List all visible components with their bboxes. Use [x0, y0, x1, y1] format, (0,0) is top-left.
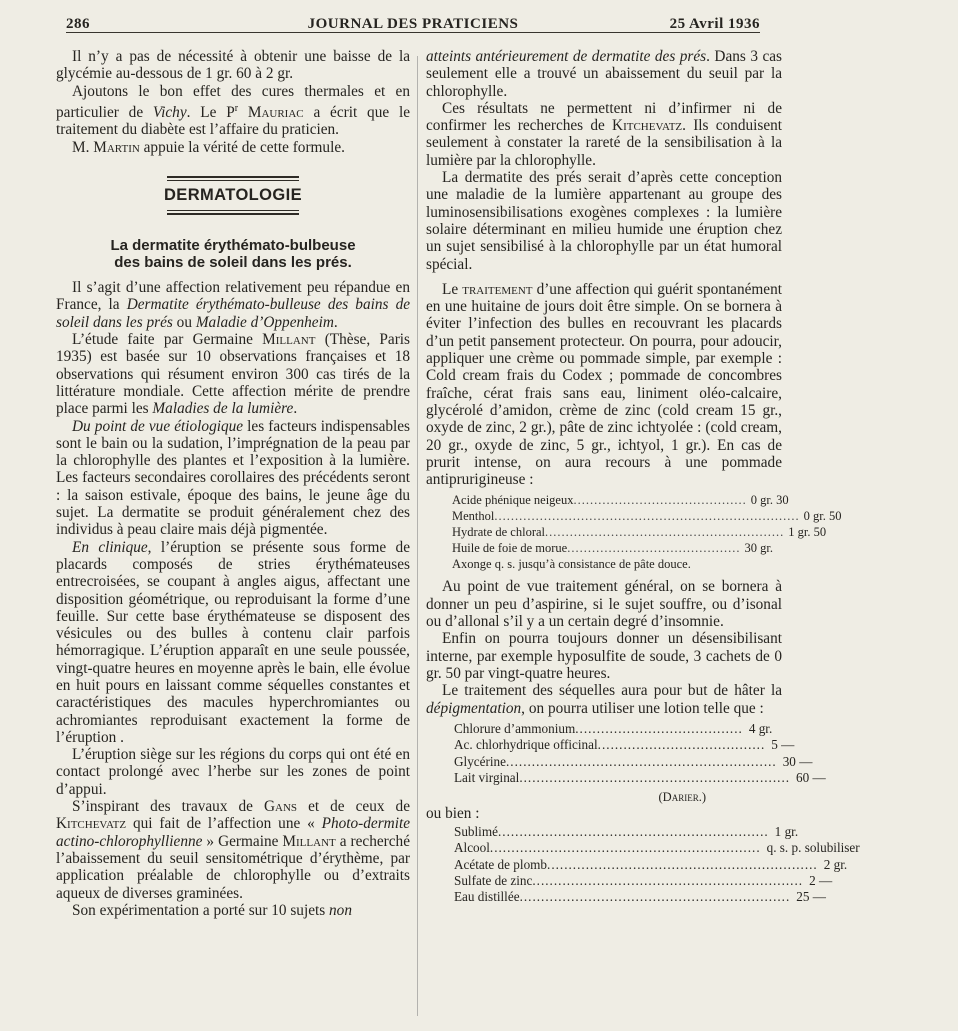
- prescription-row: Glycérine ............................................................... 30 —: [454, 753, 813, 769]
- divider: [167, 176, 299, 178]
- right-column: [426, 48, 860, 906]
- paragraph: ou bien :: [426, 804, 480, 822]
- paragraph: Le traitement d’une affection qui guérit spontanément en une huitaine de jours doit être simple. On se bornera à éviter l’infection des bulles en recouvrant les placards d’un petit pansement protecteur. On pourra, pour adoucir, appliquer une crème ou pommade simple, par exemple : Cold cream frais du Codex ; pommade de concombres fraîche, cérat frais sans eau, liniment oléo-calcaire, glycérolé d’amidon, crème de zinc (cold cream 15 gr., oxyde de zinc, 2 gr.), pâte de zinc ichtyolée : (cold cream, 20 gr., oxyde de zinc, 5 gr., ichtyol, 1 gr.). En cas de prurit intense, on aura recours à une pommade antiprurigineuse :: [426, 280, 782, 489]
- paragraph: En clinique, l’éruption se présente sous forme de placards composés de stries érythémateuses entrecroisées, se coupant à angles aigus, affectant une disposition géométrique, ou reproduisant la forme d’une feuille. Sur cette base érythémateuse se disposent des vésicules ou des bulles à contenu clair parfois hémorragique. L’éruption apparaît en une seule poussée, vingt-quatre heures en moyenne après le bain, elle évolue en huit pours en laissant comme séquelles constantes et caractéristiques des macules hyperchromiantes ou achromiantes reproduisant exactement la forme de l’éruption .: [56, 538, 410, 746]
- prescription-alternative: [454, 824, 860, 905]
- prescription-row: Axonge q. s. jusqu’à consistance de pâte douce.: [452, 557, 691, 572]
- paragraph: L’étude faite par Germaine Millant (Thèse, Paris 1935) est basée sur 10 observations françaises et 18 observations qui résument environ 300 cas tirés de la littérature mondiale. Cette affection mérite de prendre place parmi les Maladies de la lumière.: [56, 331, 410, 418]
- prescription-lotion: [454, 720, 826, 787]
- paragraph: M. Martin appuie la vérité de cette formule.: [72, 138, 345, 156]
- prescription-row: Chlorure d’ammonium ....................................... 4 gr.: [454, 720, 773, 736]
- paragraph: Son expérimentation a porté sur 10 sujets non: [72, 901, 352, 919]
- paragraph: La dermatite des prés serait d’après cette conception une maladie de la lumière appartenant au groupe des luminosensibilisations exogènes complexes : la lumière solaire déterminant en milieu humide une éruption chez un sujet sensibilisé à la chlorophylle par un état humoral spécial.: [426, 169, 782, 273]
- prescription-row: Acétate de plomb ............................................................... 2 gr.: [454, 856, 848, 872]
- article-title-line: des bains de soleil dans les prés.: [114, 254, 352, 272]
- paragraph: Le traitement des séquelles aura pour but de hâter la dépigmentation, on pourra utiliser une lotion telle que :: [426, 682, 782, 717]
- prescription-row: Hydrate de chloral .......................................................... 1 gr. 50: [452, 525, 827, 540]
- paragraph: Ces résultats ne permettent ni d’infirmer ni de confirmer les recherches de Kitchevatz. Ils conduisent seulement à constater la rareté de la sensibilisation à la lumière par la chlorophylle.: [426, 99, 783, 169]
- prescription-row: Eau distillée ............................................................... 25 —: [454, 889, 826, 905]
- prescription-row: Sublimé ............................................................... 1 gr.: [454, 824, 799, 840]
- prescription-row: Acide phénique neigeux .......................................... 0 gr. 30: [452, 493, 789, 508]
- page-number: 286: [66, 16, 90, 32]
- article-title: [56, 237, 410, 271]
- prescription-author: (Darier.): [658, 789, 706, 804]
- divider: [167, 180, 299, 181]
- article-title-line: La dermatite érythémato-bulbeuse: [110, 237, 356, 255]
- prescription-row: Sulfate de zinc ............................................................... 2 —: [454, 872, 833, 888]
- journal-title: JOURNAL DES PRATICIENS: [307, 16, 519, 32]
- divider: [167, 210, 299, 211]
- paragraph: Il s’agit d’une affection relativement peu répandue en France, la Dermatite érythémato-bulleuse des bains de soleil dans les prés ou Maladie d’Oppenheim.: [56, 279, 411, 331]
- column-divider: [417, 56, 418, 1016]
- section-title: DERMATOLOGIE: [163, 185, 303, 204]
- left-column: [56, 48, 410, 919]
- paragraph: atteints antérieurement de dermatite des prés. Dans 3 cas seulement elle a trouvé un abaissement du seuil par la chlorophylle.: [426, 48, 782, 100]
- page-header: [66, 10, 760, 33]
- divider: [167, 213, 299, 215]
- prescription-row: Lait virginal ............................................................... 60 —: [454, 770, 826, 786]
- prescription-antipruriginous: [452, 492, 842, 572]
- paragraph: Au point de vue traitement général, on se bornera à donner un peu d’aspirine, si le sujet souffre, ou d’isonal ou d’allonal s’il y a un certain degré d’insomnie.: [426, 578, 782, 631]
- paragraph: L’éruption siège sur les régions du corps qui ont été en contact prolongé avec l’herbe sur les zones de point d’appui.: [56, 746, 410, 798]
- prescription-row: Ac. chlorhydrique officinal ....................................... 5 —: [454, 737, 795, 753]
- section-heading: [56, 176, 410, 215]
- prescription-row: Huile de foie de morue .......................................... 30 gr.: [452, 541, 773, 556]
- paragraph: Ajoutons le bon effet des cures thermales et en particulier de Vichy. Le $P^r$ Mauriac a écrit que le traitement du diabète est l’affaire du praticien.: [56, 82, 410, 139]
- paragraph: S’inspirant des travaux de Gans et de ceux de Kitchevatz qui fait de l’affection une « Photo-dermite actino-chlorophyllienne » Germaine Millant a recherché l’abaissement du seuil sensitométrique d’érythème, par application préalable de chlorophylle ou d’extraits aqueux de diverses graminées.: [56, 798, 410, 902]
- paragraph: Il n’y a pas de nécessité à obtenir une baisse de la glycémie au-dessous de 1 gr. 60 à 2 gr.: [56, 48, 410, 83]
- issue-date: 25 Avril 1936: [669, 16, 760, 32]
- prescription-row: Alcool ............................................................... q. s. p. solubiliser: [454, 840, 860, 856]
- paragraph: Enfin on pourra toujours donner un désensibilisant interne, par exemple hyposulfite de soude, 3 cachets de 0 gr. 50 par vingt-quatre heures.: [426, 630, 782, 682]
- prescription-row: Menthol .......................................................................... 0 gr. 50: [452, 509, 842, 524]
- paragraph: Du point de vue étiologique les facteurs indispensables sont le bain ou la sudation, l’imprégnation de la peau par la chlorophylle des plantes et l’exposition à la lumière. Les facteurs secondaires corollaires des précédents seront : la saison estivale, époque des bains, le jeune âge du sujet. La dermatite se produit généralement chez des individus à peau claire mais déjà pigmentée.: [56, 417, 410, 539]
